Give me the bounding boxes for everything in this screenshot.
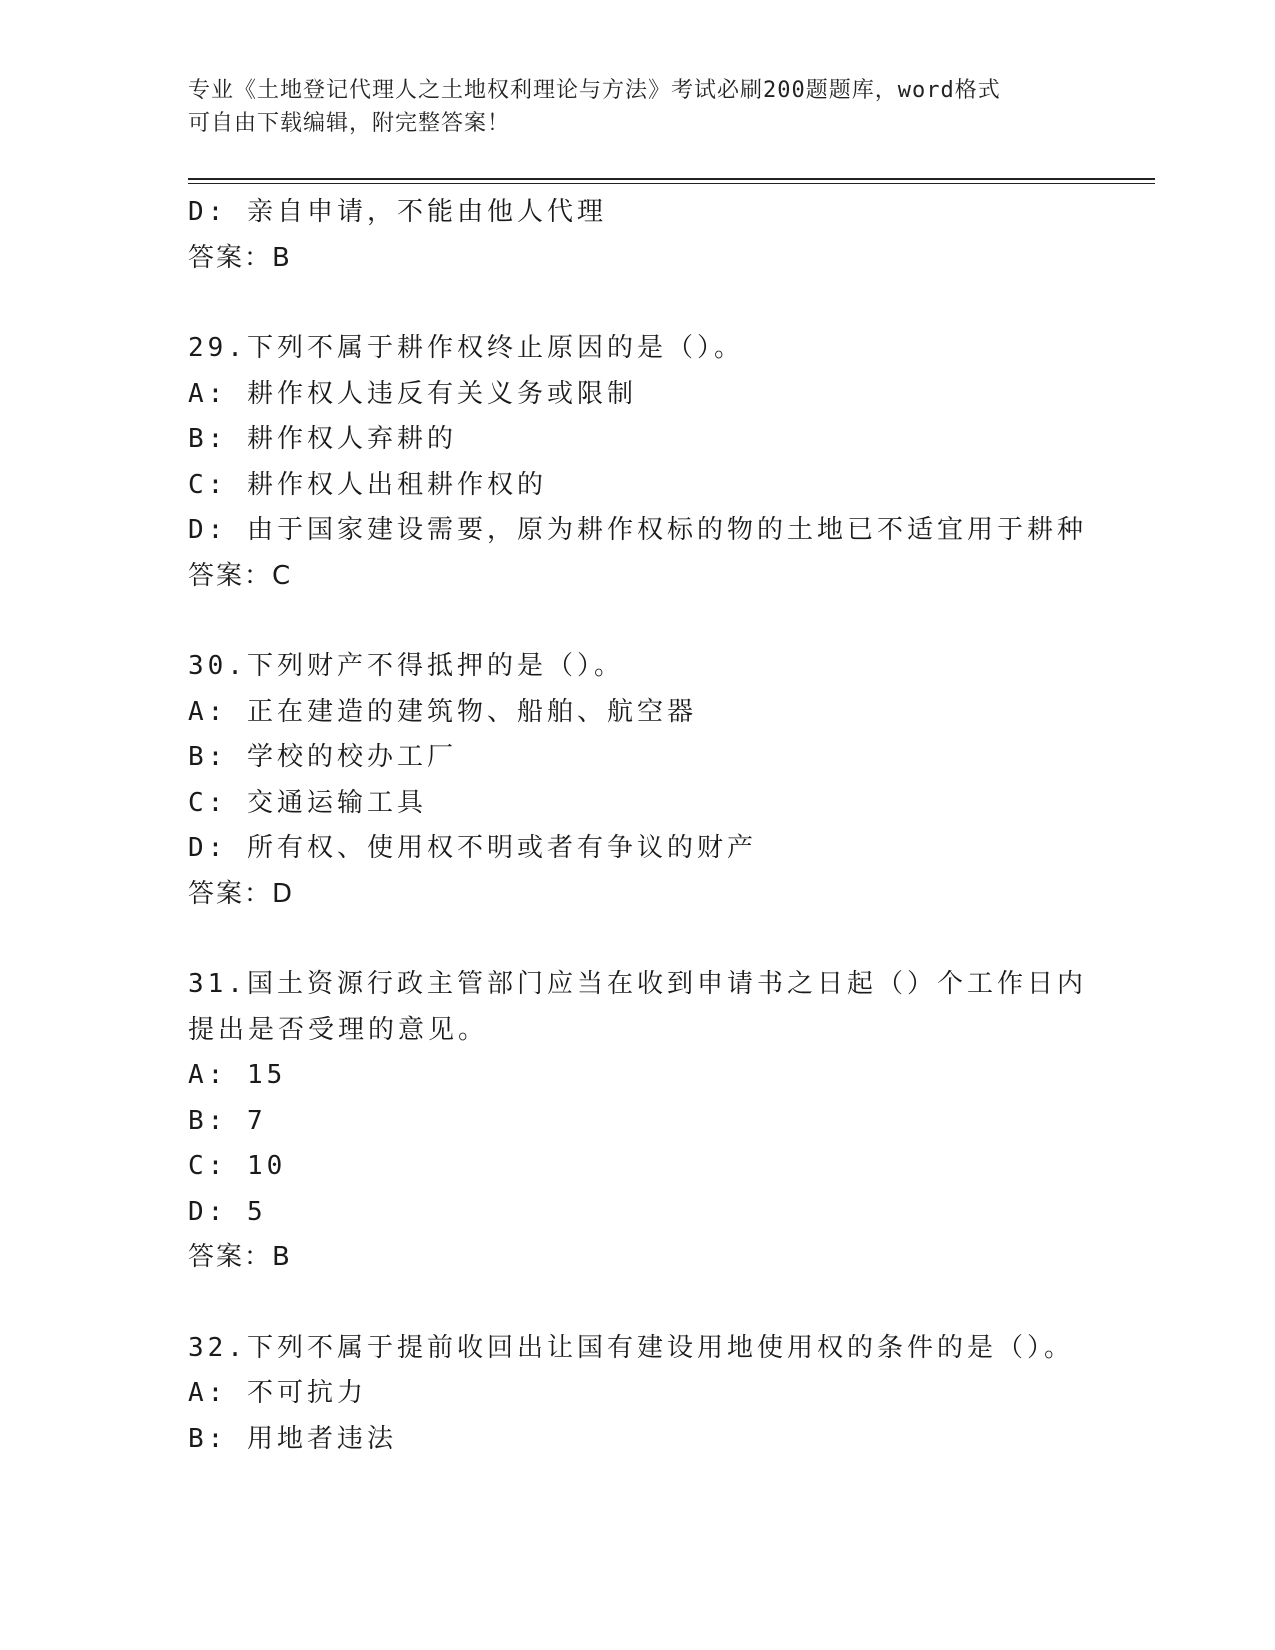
question-31	[188, 962, 1148, 1281]
question-29	[188, 326, 1148, 599]
option-a: A: 15	[188, 1060, 287, 1090]
option-b: B: 7	[188, 1105, 267, 1136]
option-a: A: 正在建造的建筑物、船舶、航空器	[188, 696, 697, 727]
header-title-line-1: 专业《土地登记代理人之土地权利理论与方法》考试必刷200题题库，word格式	[188, 78, 1001, 103]
option-d: D: 由于国家建设需要，原为耕作权标的物的土地已不适宜用于耕种	[188, 515, 1087, 545]
question-30	[188, 644, 1148, 917]
question-stem: 30.下列财产不得抵押的是（）。	[188, 651, 624, 681]
option-b: B: 用地者违法	[188, 1423, 397, 1454]
question-stem: 29.下列不属于耕作权终止原因的是（）。	[188, 333, 744, 363]
option-a: A: 耕作权人违反有关义务或限制	[188, 378, 637, 409]
answer-line: 答案：B	[188, 242, 292, 273]
option-d: D: 所有权、使用权不明或者有争议的财产	[188, 833, 757, 863]
option-d: D: 5	[188, 1196, 267, 1227]
option-b: B: 学校的校办工厂	[188, 742, 457, 772]
answer-line: 答案：C	[188, 560, 293, 591]
option-c: C: 10	[188, 1151, 287, 1181]
question-32	[188, 1326, 1148, 1463]
option-b: B: 耕作权人弃耕的	[188, 424, 457, 454]
question-stem: 31.国土资源行政主管部门应当在收到申请书之日起（）个工作日内提出是否受理的意见。	[188, 969, 1087, 1045]
option-c: C: 耕作权人出租耕作权的	[188, 469, 547, 500]
header-rule-thin	[188, 183, 1155, 184]
document-header	[188, 74, 1068, 140]
option-d: D: 亲自申请，不能由他人代理	[188, 197, 607, 227]
answer-line: 答案：D	[188, 878, 295, 909]
previous-question-tail	[188, 190, 1148, 281]
header-rule-thick	[188, 178, 1155, 180]
header-title-line-2: 可自由下载编辑，附完整答案！	[188, 111, 511, 136]
option-c: C: 交通运输工具	[188, 787, 427, 818]
option-a: A: 不可抗力	[188, 1378, 367, 1408]
answer-line: 答案：B	[188, 1242, 292, 1272]
question-stem: 32.下列不属于提前收回出让国有建设用地使用权的条件的是（）。	[188, 1332, 1074, 1363]
question-list	[188, 190, 1148, 1462]
